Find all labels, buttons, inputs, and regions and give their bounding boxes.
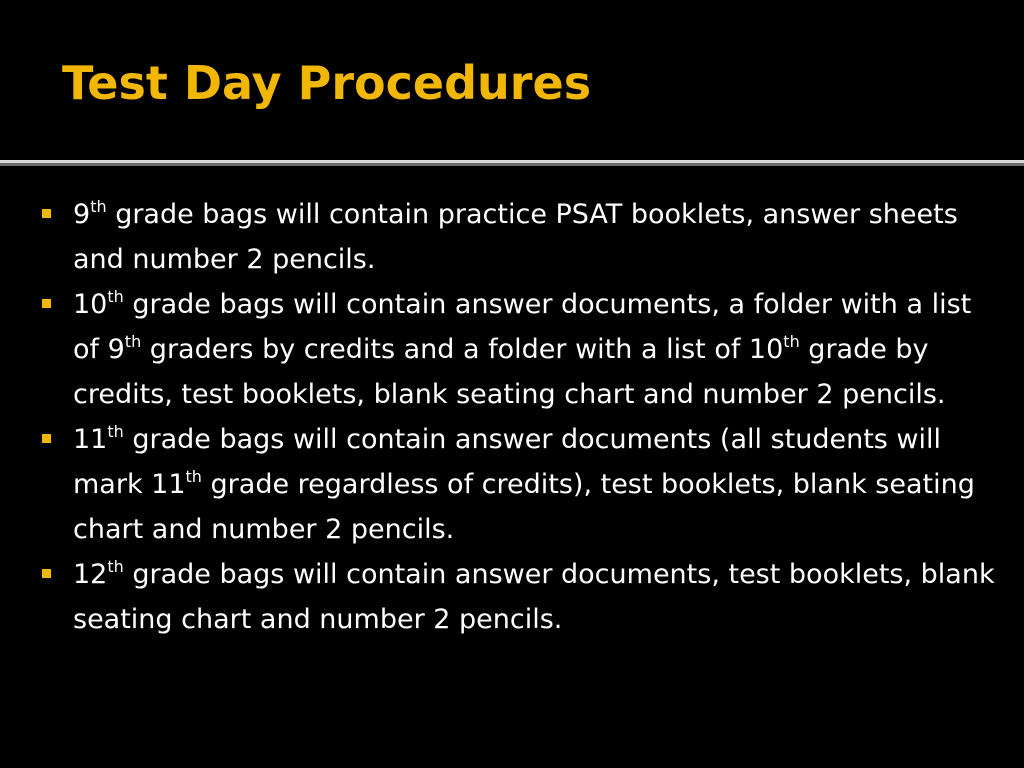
- grade-number: 12: [73, 559, 108, 590]
- bullet-item-12th-grade: [38, 552, 998, 642]
- square-bullet-icon: [42, 569, 51, 578]
- ordinal-suffix: th: [185, 467, 202, 486]
- slide-title: Test Day Procedures: [62, 56, 592, 110]
- bullet-text: grade by credits, test booklets, blank seating chart and number 2 pencils.: [73, 334, 946, 410]
- square-bullet-icon: [42, 434, 51, 443]
- ordinal-suffix: th: [107, 287, 124, 306]
- grade-number: 11: [73, 424, 108, 455]
- bullet-text: grade bags will contain answer documents (all students will mark 11: [73, 424, 942, 500]
- grade-number: 10: [73, 289, 108, 320]
- title-band: [0, 0, 1024, 160]
- bullet-list: [38, 192, 998, 642]
- ordinal-suffix: th: [783, 332, 800, 351]
- bullet-text: grade regardless of credits), test booklets, blank seating chart and number 2 pencils.: [73, 469, 975, 545]
- content-area: [0, 170, 1024, 768]
- bullet-item-11th-grade: [38, 417, 998, 552]
- ordinal-suffix: th: [107, 557, 124, 576]
- bullet-text: grade bags will contain answer documents, test booklets, blank seating chart and number 2 pencils.: [73, 559, 995, 635]
- bullet-item-10th-grade: [38, 282, 998, 417]
- bullet-text: grade bags will contain practice PSAT booklets, answer sheets and number 2 pencils.: [73, 199, 958, 275]
- ordinal-suffix: th: [90, 197, 107, 216]
- ordinal-suffix: th: [107, 422, 124, 441]
- square-bullet-icon: [42, 209, 51, 218]
- ordinal-suffix: th: [124, 332, 142, 351]
- bullet-text: graders by credits and a folder with a list of 10: [141, 334, 784, 365]
- bullet-text: grade bags will contain answer documents, a folder with a list of 9: [73, 289, 972, 365]
- square-bullet-icon: [42, 299, 51, 308]
- bullet-item-9th-grade: [38, 192, 998, 282]
- grade-number: 9: [73, 199, 91, 230]
